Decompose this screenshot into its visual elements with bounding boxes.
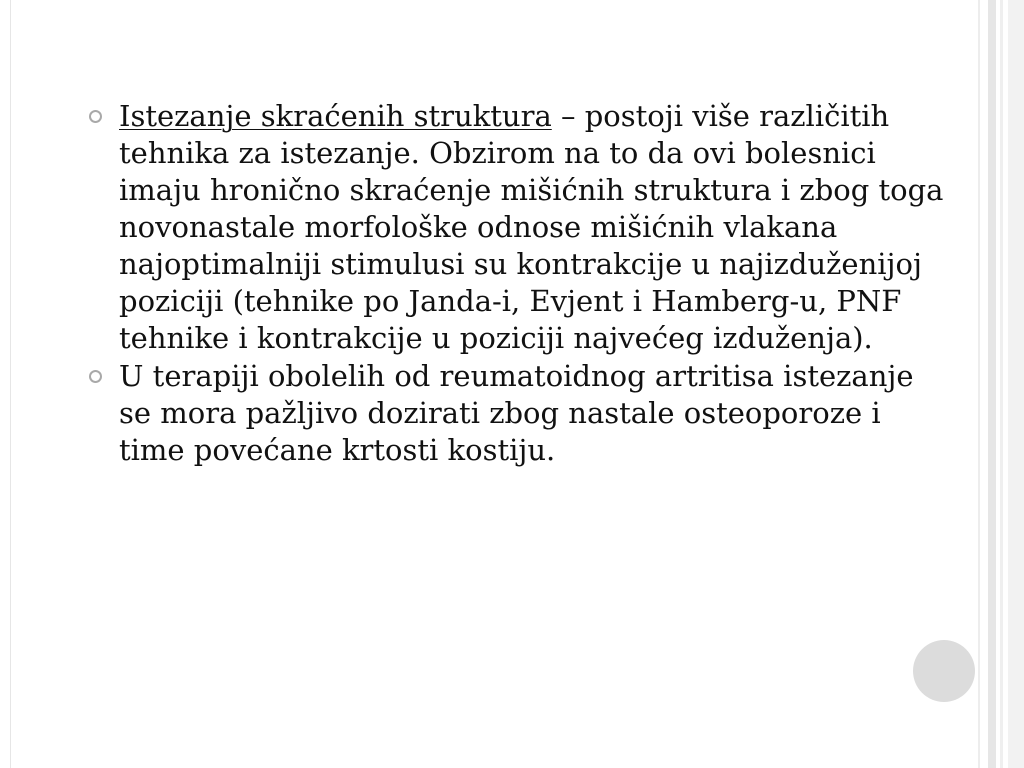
left-border bbox=[0, 0, 11, 768]
corner-circle-decoration bbox=[913, 640, 975, 702]
bullet-item bbox=[88, 98, 948, 357]
right-stripe bbox=[1000, 0, 1003, 768]
bullet-text: – postoji više različitih tehnika za istezanje. Obzirom na to da ovi bolesnici imaju hronično skraćenje mišićnih struktura i zbog toga novonastale morfološke odnose mišićnih vlakana najoptimalniji stimulusi su kontrakcije u najizduženijoj poziciji (tehnike po Janda-i, Evjent i Hamberg-u, PNF tehnike i kontrakcije u poziciji najvećeg izduženja). bbox=[119, 99, 944, 355]
slide-body bbox=[88, 98, 948, 470]
right-stripe bbox=[978, 0, 980, 768]
right-stripe bbox=[1008, 0, 1024, 768]
ring-bullet-icon bbox=[89, 370, 102, 383]
bullet-text: U terapiji obolelih od reumatoidnog artritisa istezanje se mora pažljivo dozirati zbog nastale osteoporoze i time povećane krtosti kostiju. bbox=[119, 359, 914, 467]
right-stripe bbox=[988, 0, 996, 768]
underlined-term: Istezanje skraćenih struktura bbox=[119, 99, 552, 133]
bullet-item bbox=[88, 358, 948, 469]
ring-bullet-icon bbox=[89, 110, 102, 123]
